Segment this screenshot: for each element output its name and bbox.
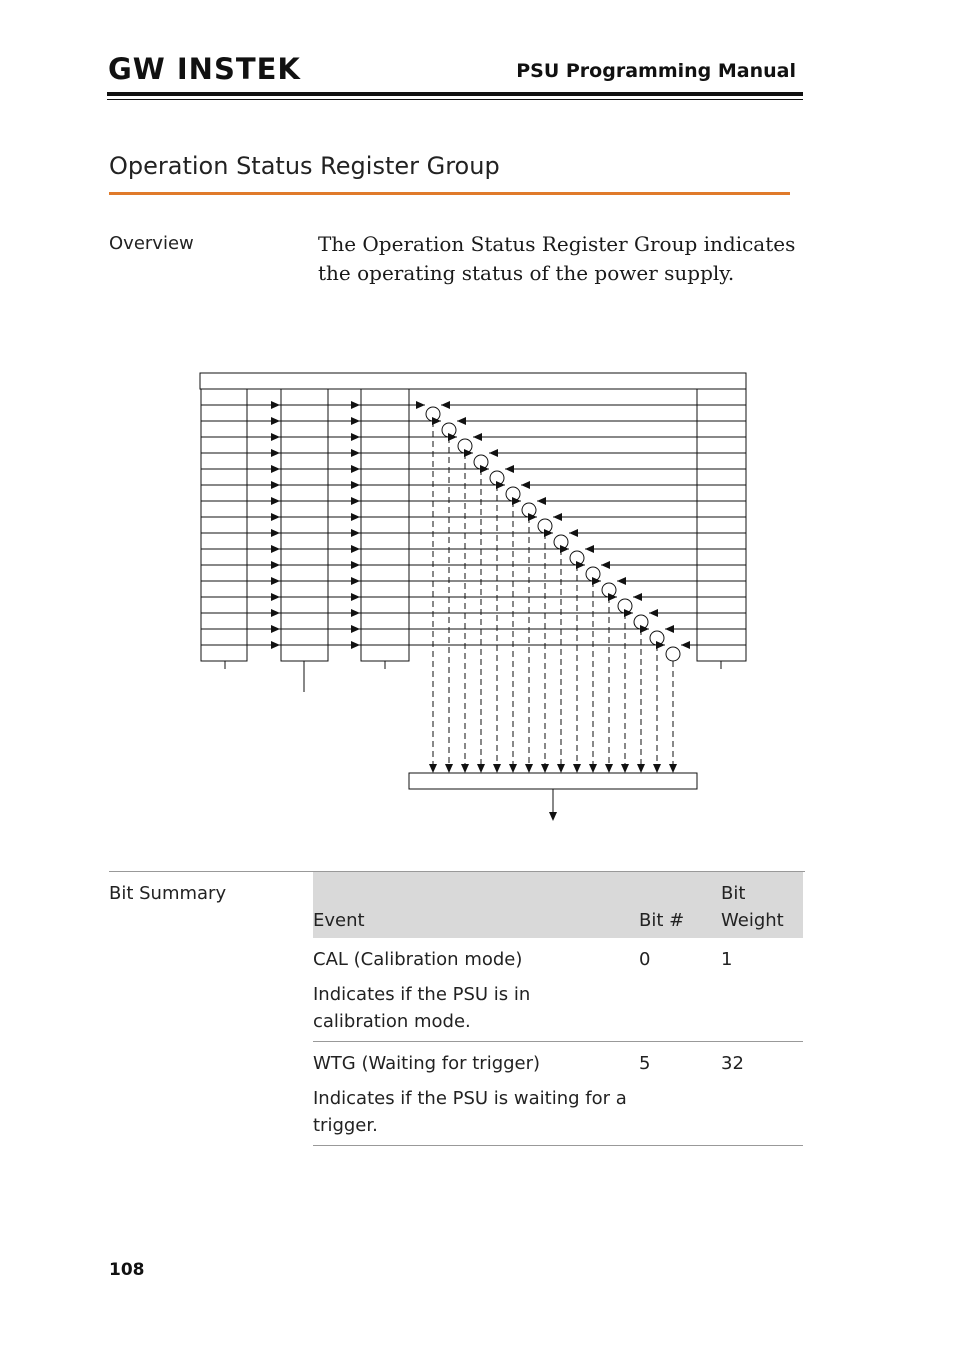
enable-register-cell <box>697 629 746 645</box>
arrow-right-icon <box>271 417 280 425</box>
condition-register-cell <box>201 437 247 453</box>
event-register-cell <box>361 645 409 661</box>
event-register-cell <box>361 389 409 405</box>
enable-register-cell <box>697 437 746 453</box>
register-title-strip <box>200 373 746 389</box>
column-header-weight: Bit Weight <box>721 872 803 938</box>
enable-register-cell <box>697 453 746 469</box>
arrow-right-icon <box>271 465 280 473</box>
enable-register-cell <box>697 501 746 517</box>
event-register-cell <box>361 597 409 613</box>
arrow-right-icon <box>271 481 280 489</box>
table-row <box>313 1042 803 1146</box>
enable-register-cell <box>697 645 746 661</box>
event-register-cell <box>361 405 409 421</box>
table-header-row <box>313 872 803 938</box>
arrow-left-icon <box>585 545 594 553</box>
condition-register-cell <box>201 565 247 581</box>
transition-filter-cell <box>281 597 328 613</box>
arrow-left-icon <box>441 401 450 409</box>
condition-register-cell <box>201 581 247 597</box>
arrow-down-icon <box>637 764 645 773</box>
transition-filter-cell <box>281 437 328 453</box>
arrow-left-icon <box>649 609 658 617</box>
enable-register-cell <box>697 533 746 549</box>
arrow-right-icon <box>351 433 360 441</box>
event-register-cell <box>361 629 409 645</box>
event-description: Indicates if the PSU is in calibration mode. <box>313 984 531 1032</box>
arrow-left-icon <box>553 513 562 521</box>
event-name: CAL (Calibration mode) <box>313 949 523 970</box>
event-register-cell <box>361 485 409 501</box>
arrow-right-icon <box>351 449 360 457</box>
page-number: 108 <box>109 1260 145 1280</box>
arrow-left-icon <box>457 417 466 425</box>
arrow-down-icon <box>525 764 533 773</box>
arrow-right-icon <box>351 497 360 505</box>
arrow-right-icon <box>351 561 360 569</box>
condition-register-cell <box>201 501 247 517</box>
arrow-down-icon <box>541 764 549 773</box>
event-description: Indicates if the PSU is waiting for a trigger. <box>313 1088 627 1136</box>
arrow-right-icon <box>271 433 280 441</box>
arrow-right-icon <box>271 609 280 617</box>
arrow-left-icon <box>633 593 642 601</box>
transition-filter-cell <box>281 501 328 517</box>
overview-label: Overview <box>109 233 194 254</box>
arrow-right-icon <box>351 465 360 473</box>
brand-logo: GW INSTEK <box>108 52 301 86</box>
arrow-left-icon <box>569 529 578 537</box>
bit-weight: 1 <box>721 949 733 970</box>
arrow-down-icon <box>549 812 557 821</box>
summary-bit-box <box>409 773 697 789</box>
bit-number: 0 <box>639 949 651 970</box>
transition-filter-cell <box>281 581 328 597</box>
and-gate-icon <box>666 647 680 661</box>
transition-filter-cell <box>281 517 328 533</box>
enable-register-cell <box>697 517 746 533</box>
arrow-right-icon <box>351 577 360 585</box>
transition-filter-cell <box>281 565 328 581</box>
enable-register-cell <box>697 565 746 581</box>
event-register-cell <box>361 517 409 533</box>
arrow-right-icon <box>351 513 360 521</box>
transition-filter-cell <box>281 453 328 469</box>
arrow-right-icon <box>271 449 280 457</box>
event-register-cell <box>361 565 409 581</box>
arrow-down-icon <box>589 764 597 773</box>
bit-summary-label: Bit Summary <box>109 883 227 904</box>
transition-filter-cell <box>281 469 328 485</box>
arrow-down-icon <box>493 764 501 773</box>
arrow-right-icon <box>271 625 280 633</box>
arrow-down-icon <box>669 764 677 773</box>
enable-register-cell <box>697 389 746 405</box>
overview-text: The Operation Status Register Group indicates the operating status of the power supply. <box>318 232 796 285</box>
arrow-right-icon <box>271 513 280 521</box>
enable-register-cell <box>697 421 746 437</box>
arrow-right-icon <box>351 593 360 601</box>
event-register-cell <box>361 437 409 453</box>
arrow-down-icon <box>557 764 565 773</box>
condition-register-cell <box>201 485 247 501</box>
condition-register-cell <box>201 405 247 421</box>
condition-register-cell <box>201 469 247 485</box>
condition-register-cell <box>201 453 247 469</box>
table-row <box>313 938 803 1042</box>
arrow-right-icon <box>351 625 360 633</box>
event-register-cell <box>361 453 409 469</box>
transition-filter-cell <box>281 421 328 437</box>
enable-register-cell <box>697 597 746 613</box>
condition-register-cell <box>201 389 247 405</box>
event-register-cell <box>361 613 409 629</box>
arrow-right-icon <box>271 641 280 649</box>
event-register-cell <box>361 533 409 549</box>
arrow-right-icon <box>351 529 360 537</box>
event-register-cell <box>361 501 409 517</box>
bit-summary-table <box>313 872 803 1146</box>
transition-filter-cell <box>281 389 328 405</box>
arrow-right-icon <box>271 401 280 409</box>
arrow-left-icon <box>617 577 626 585</box>
arrow-right-icon <box>271 577 280 585</box>
arrow-down-icon <box>653 764 661 773</box>
event-name: WTG (Waiting for trigger) <box>313 1053 541 1074</box>
arrow-right-icon <box>351 401 360 409</box>
enable-register-cell <box>697 549 746 565</box>
event-register-cell <box>361 549 409 565</box>
arrow-right-icon <box>351 609 360 617</box>
arrow-right-icon <box>351 545 360 553</box>
condition-register-cell <box>201 549 247 565</box>
enable-register-cell <box>697 469 746 485</box>
transition-filter-cell <box>281 485 328 501</box>
arrow-right-icon <box>416 401 425 409</box>
transition-filter-cell <box>281 613 328 629</box>
arrow-down-icon <box>573 764 581 773</box>
transition-filter-cell <box>281 405 328 421</box>
bit-weight: 32 <box>721 1053 744 1074</box>
condition-register-cell <box>201 597 247 613</box>
transition-filter-cell <box>281 629 328 645</box>
column-header-bit: Bit # <box>639 872 721 938</box>
event-register-cell <box>361 581 409 597</box>
arrow-right-icon <box>351 417 360 425</box>
arrow-down-icon <box>605 764 613 773</box>
arrow-right-icon <box>271 561 280 569</box>
arrow-left-icon <box>473 433 482 441</box>
arrow-left-icon <box>665 625 674 633</box>
arrow-left-icon <box>601 561 610 569</box>
condition-register-cell <box>201 629 247 645</box>
arrow-down-icon <box>445 764 453 773</box>
arrow-down-icon <box>509 764 517 773</box>
arrow-left-icon <box>537 497 546 505</box>
arrow-right-icon <box>271 593 280 601</box>
condition-register-cell <box>201 517 247 533</box>
arrow-right-icon <box>271 545 280 553</box>
column-header-event: Event <box>313 872 639 938</box>
enable-register-cell <box>697 485 746 501</box>
event-register-cell <box>361 469 409 485</box>
arrow-left-icon <box>505 465 514 473</box>
condition-register-cell <box>201 533 247 549</box>
arrow-left-icon <box>521 481 530 489</box>
arrow-right-icon <box>351 481 360 489</box>
bit-number: 5 <box>639 1053 651 1074</box>
condition-register-cell <box>201 421 247 437</box>
enable-register-cell <box>697 581 746 597</box>
condition-register-cell <box>201 645 247 661</box>
condition-register-cell <box>201 613 247 629</box>
arrow-right-icon <box>271 529 280 537</box>
arrow-right-icon <box>271 497 280 505</box>
arrow-down-icon <box>621 764 629 773</box>
enable-register-cell <box>697 613 746 629</box>
transition-filter-cell <box>281 549 328 565</box>
arrow-left-icon <box>489 449 498 457</box>
arrow-right-icon <box>351 641 360 649</box>
arrow-down-icon <box>477 764 485 773</box>
event-register-cell <box>361 421 409 437</box>
arrow-down-icon <box>461 764 469 773</box>
section-title: Operation Status Register Group <box>109 152 500 180</box>
enable-register-cell <box>697 405 746 421</box>
arrow-left-icon <box>681 641 690 649</box>
manual-title: PSU Programming Manual <box>516 60 796 82</box>
transition-filter-cell <box>281 645 328 661</box>
transition-filter-cell <box>281 533 328 549</box>
arrow-down-icon <box>429 764 437 773</box>
